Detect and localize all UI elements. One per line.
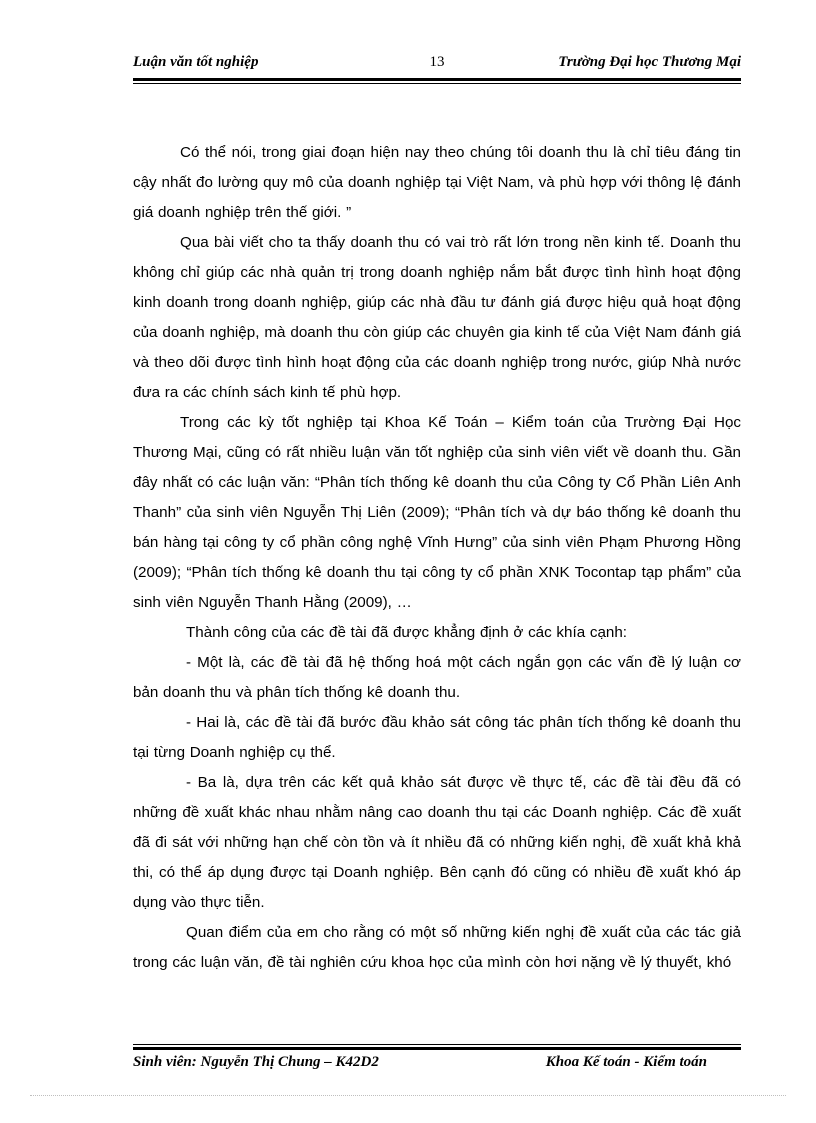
header-rule-thick [133, 78, 741, 81]
footer-rule-thin [133, 1044, 741, 1045]
paragraph-1: Có thể nói, trong giai đoạn hiện nay theo chúng tôi doanh thu là chỉ tiêu đáng tin cậy nhất đo lường quy mô của doanh nghiệp tại Việt Nam, và phù hợp với thông lệ đánh giá doanh nghiệp trên thế giới. ” [133, 144, 741, 221]
paragraph-6: - Hai là, các đề tài đã bước đầu khảo sát công tác phân tích thống kê doanh thu tại từng Doanh nghiệp cụ thể. [133, 714, 741, 761]
page-number: 13 [429, 54, 445, 70]
footer-department: Khoa Kế toán - Kiểm toán [545, 1054, 707, 1070]
paragraph-4: Thành công của các đề tài đã được khẳng định ở các khía cạnh: [186, 624, 628, 641]
paragraph-2: Qua bài viết cho ta thấy doanh thu có vai trò rất lớn trong nền kinh tế. Doanh thu không chỉ giúp các nhà quản trị trong doanh nghiệp nắm bắt được tình hình hoạt động kinh doanh trong doanh nghiệp, giúp các nhà đầu tư đánh giá được hiệu quả hoạt động của doanh nghiệp, mà doanh thu còn giúp các chuyên gia kinh tế của Việt Nam đánh giá và theo dõi được tình hình hoạt động của các doanh nghiệp trong nước, giúp Nhà nước đưa ra các chính sách kinh tế phù hợp. [133, 234, 741, 401]
page-footer [133, 1054, 741, 1078]
document-body [133, 138, 741, 978]
page-header [133, 50, 741, 78]
page-boundary-dotted [30, 1095, 786, 1096]
paragraph-5: - Một là, các đề tài đã hệ thống hoá một cách ngắn gọn các vấn đề lý luận cơ bản doanh thu và phân tích thống kê doanh thu. [133, 654, 741, 701]
paragraph-7: - Ba là, dựa trên các kết quả khảo sát được về thực tế, các đề tài đều đã có những đề xuất khác nhau nhằm nâng cao doanh thu tại các Doanh nghiệp. Các đề xuất đã đi sát với những hạn chế còn tồn và ít nhiều đã có những kiến nghị, đề xuất khả khả thi, có thể áp dụng được tại Doanh nghiệp. Bên cạnh đó cũng có nhiều đề xuất khó áp dụng vào thực tiễn. [133, 774, 741, 911]
footer-student: Sinh viên: Nguyễn Thị Chung – K42D2 [133, 1054, 379, 1070]
header-university: Trường Đại học Thương Mại [558, 54, 741, 70]
header-rule-thin [133, 83, 741, 84]
footer-rule-thick [133, 1047, 741, 1050]
paragraph-8: Quan điểm của em cho rằng có một số những kiến nghị đề xuất của các tác giả trong các luận văn, đề tài nghiên cứu khoa học của mình còn hơi nặng về lý thuyết, khó [133, 924, 741, 971]
header-thesis-label: Luận văn tốt nghiệp [133, 54, 259, 70]
paragraph-3: Trong các kỳ tốt nghiệp tại Khoa Kế Toán – Kiểm toán của Trường Đại Học Thương Mại, cũng có rất nhiều luận văn tốt nghiệp của sinh viên viết về doanh thu. Gần đây nhất có các luận văn: “Phân tích thống kê doanh thu của Công ty Cổ Phần Liên Anh Thanh” của sinh viên Nguyễn Thị Liên (2009); “Phân tích và dự báo thống kê doanh thu bán hàng tại công ty cổ phần công nghệ Vĩnh Hưng” của sinh viên Phạm Phương Hồng (2009); “Phân tích thống kê doanh thu tại công ty cổ phần XNK Tocontap tạp phẩm” của sinh viên Nguyễn Thanh Hằng (2009), … [133, 414, 741, 611]
